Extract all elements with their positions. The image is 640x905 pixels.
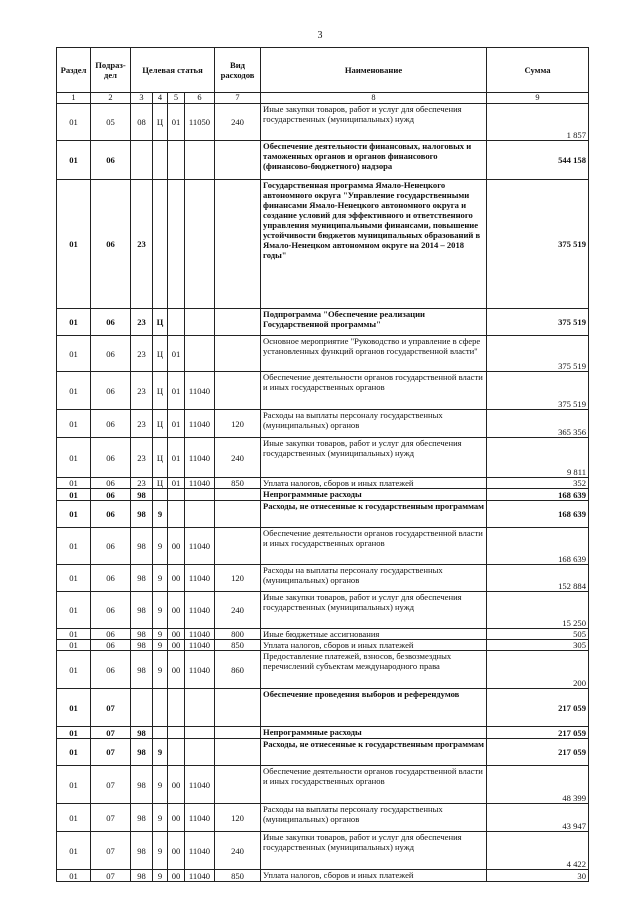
direction-cell: 11040 bbox=[185, 592, 215, 629]
section-cell: 01 bbox=[57, 104, 91, 141]
table-row bbox=[57, 489, 589, 501]
subprogram-cell bbox=[153, 689, 168, 727]
direction-cell: 11040 bbox=[185, 832, 215, 870]
name-cell: Уплата налогов, сборов и иных платежей bbox=[261, 640, 487, 651]
expense-type-cell: 240 bbox=[215, 592, 261, 629]
expense-type-cell: 120 bbox=[215, 410, 261, 438]
activity-cell: 01 bbox=[168, 438, 185, 478]
program-cell bbox=[131, 689, 153, 727]
name-cell: Расходы на выплаты персоналу государственных (муниципальных) органов bbox=[261, 410, 487, 438]
direction-cell: 11040 bbox=[185, 651, 215, 689]
amount-cell: 43 947 bbox=[487, 804, 589, 832]
amount-cell: 200 bbox=[487, 651, 589, 689]
name-cell: Государственная программа Ямало-Ненецкого автономного округа "Управление государственными финансами Ямало-Ненецкого автономного округа и создание условий для эффективного и ответственного управления муниципальными финансами, повышение устойчивости бюджетов муниципальных образований в Ямало-Ненецком автономном округе на 2014 – 2018 годы" bbox=[261, 180, 487, 309]
activity-cell: 00 bbox=[168, 592, 185, 629]
program-cell: 23 bbox=[131, 410, 153, 438]
section-cell: 01 bbox=[57, 141, 91, 180]
expense-type-cell bbox=[215, 689, 261, 727]
expense-type-cell: 120 bbox=[215, 804, 261, 832]
program-cell: 98 bbox=[131, 489, 153, 501]
section-cell: 01 bbox=[57, 309, 91, 336]
amount-cell: 365 356 bbox=[487, 410, 589, 438]
table-row bbox=[57, 766, 589, 804]
section-cell: 01 bbox=[57, 478, 91, 489]
direction-cell: 11040 bbox=[185, 804, 215, 832]
subprogram-cell: 9 bbox=[153, 565, 168, 592]
name-cell: Непрограммные расходы bbox=[261, 489, 487, 501]
expense-type-cell: 120 bbox=[215, 565, 261, 592]
program-cell: 98 bbox=[131, 501, 153, 528]
activity-cell: 00 bbox=[168, 766, 185, 804]
expense-type-cell: 850 bbox=[215, 640, 261, 651]
subsection-cell: 07 bbox=[91, 727, 131, 739]
program-cell: 98 bbox=[131, 565, 153, 592]
section-cell: 01 bbox=[57, 489, 91, 501]
direction-cell bbox=[185, 727, 215, 739]
program-cell: 23 bbox=[131, 438, 153, 478]
name-cell: Расходы на выплаты персоналу государственных (муниципальных) органов bbox=[261, 565, 487, 592]
activity-cell: 00 bbox=[168, 629, 185, 640]
subprogram-cell: 9 bbox=[153, 832, 168, 870]
activity-cell bbox=[168, 309, 185, 336]
name-cell: Иные закупки товаров, работ и услуг для обеспечения государственных (муниципальных) нужд bbox=[261, 832, 487, 870]
subprogram-cell: 9 bbox=[153, 640, 168, 651]
table-row bbox=[57, 180, 589, 309]
direction-cell: 11040 bbox=[185, 528, 215, 565]
direction-cell bbox=[185, 309, 215, 336]
subprogram-cell: 9 bbox=[153, 629, 168, 640]
amount-cell: 48 399 bbox=[487, 766, 589, 804]
subsection-cell: 07 bbox=[91, 739, 131, 766]
activity-cell bbox=[168, 689, 185, 727]
activity-cell: 01 bbox=[168, 478, 185, 489]
subprogram-cell: Ц bbox=[153, 309, 168, 336]
column-number: 1 bbox=[57, 93, 91, 104]
table-row bbox=[57, 478, 589, 489]
amount-cell: 15 250 bbox=[487, 592, 589, 629]
subprogram-cell bbox=[153, 727, 168, 739]
direction-cell: 11050 bbox=[185, 104, 215, 141]
program-cell: 98 bbox=[131, 640, 153, 651]
activity-cell: 00 bbox=[168, 651, 185, 689]
table-row bbox=[57, 410, 589, 438]
program-cell: 98 bbox=[131, 804, 153, 832]
direction-cell: 11040 bbox=[185, 629, 215, 640]
activity-cell: 00 bbox=[168, 804, 185, 832]
expense-type-cell bbox=[215, 766, 261, 804]
subprogram-cell: Ц bbox=[153, 478, 168, 489]
table-row bbox=[57, 372, 589, 410]
subprogram-cell: Ц bbox=[153, 104, 168, 141]
table-row bbox=[57, 592, 589, 629]
subsection-cell: 07 bbox=[91, 804, 131, 832]
table-row bbox=[57, 804, 589, 832]
program-cell: 08 bbox=[131, 104, 153, 141]
page-number: 3 bbox=[317, 30, 323, 41]
program-cell: 23 bbox=[131, 309, 153, 336]
section-cell: 01 bbox=[57, 410, 91, 438]
activity-cell bbox=[168, 489, 185, 501]
subsection-cell: 06 bbox=[91, 438, 131, 478]
direction-cell: 11040 bbox=[185, 478, 215, 489]
direction-cell bbox=[185, 501, 215, 528]
name-cell: Иные закупки товаров, работ и услуг для обеспечения государственных (муниципальных) нужд bbox=[261, 592, 487, 629]
subsection-cell: 07 bbox=[91, 870, 131, 882]
column-number: 6 bbox=[185, 93, 215, 104]
subprogram-cell: 9 bbox=[153, 804, 168, 832]
subsection-cell: 06 bbox=[91, 180, 131, 309]
amount-cell: 168 639 bbox=[487, 528, 589, 565]
section-cell: 01 bbox=[57, 640, 91, 651]
table-row bbox=[57, 565, 589, 592]
expense-type-cell: 850 bbox=[215, 870, 261, 882]
section-cell: 01 bbox=[57, 804, 91, 832]
subprogram-cell bbox=[153, 180, 168, 309]
amount-cell: 9 811 bbox=[487, 438, 589, 478]
expense-type-cell bbox=[215, 336, 261, 372]
subsection-cell: 06 bbox=[91, 141, 131, 180]
subsection-cell: 06 bbox=[91, 651, 131, 689]
direction-cell bbox=[185, 689, 215, 727]
amount-cell: 1 857 bbox=[487, 104, 589, 141]
program-cell: 98 bbox=[131, 727, 153, 739]
name-cell: Основное мероприятие "Руководство и управление в сфере установленных функций органов государственной власти" bbox=[261, 336, 487, 372]
expense-type-cell: 240 bbox=[215, 104, 261, 141]
subsection-cell: 05 bbox=[91, 104, 131, 141]
amount-cell: 375 519 bbox=[487, 309, 589, 336]
activity-cell bbox=[168, 739, 185, 766]
section-cell: 01 bbox=[57, 727, 91, 739]
activity-cell bbox=[168, 501, 185, 528]
budget-table bbox=[56, 47, 589, 882]
program-cell: 23 bbox=[131, 478, 153, 489]
header-amount: Сумма bbox=[487, 48, 589, 93]
section-cell: 01 bbox=[57, 528, 91, 565]
program-cell: 98 bbox=[131, 766, 153, 804]
subprogram-cell bbox=[153, 141, 168, 180]
amount-cell: 375 519 bbox=[487, 372, 589, 410]
activity-cell: 00 bbox=[168, 832, 185, 870]
column-number: 7 bbox=[215, 93, 261, 104]
table-row bbox=[57, 309, 589, 336]
activity-cell: 00 bbox=[168, 870, 185, 882]
table-row bbox=[57, 501, 589, 528]
activity-cell: 01 bbox=[168, 336, 185, 372]
name-cell: Обеспечение деятельности органов государственной власти и иных государственных органов bbox=[261, 766, 487, 804]
subsection-cell: 06 bbox=[91, 489, 131, 501]
name-cell: Расходы на выплаты персоналу государственных (муниципальных) органов bbox=[261, 804, 487, 832]
section-cell: 01 bbox=[57, 739, 91, 766]
table-row bbox=[57, 832, 589, 870]
subprogram-cell: 9 bbox=[153, 651, 168, 689]
subprogram-cell: Ц bbox=[153, 438, 168, 478]
expense-type-cell bbox=[215, 727, 261, 739]
expense-type-cell: 850 bbox=[215, 478, 261, 489]
direction-cell bbox=[185, 739, 215, 766]
header-subsection: Подраз-дел bbox=[91, 48, 131, 93]
name-cell: Расходы, не отнесенные к государственным программам bbox=[261, 501, 487, 528]
table-row bbox=[57, 651, 589, 689]
direction-cell bbox=[185, 336, 215, 372]
subsection-cell: 07 bbox=[91, 832, 131, 870]
header-expense-type: Вид расходов bbox=[215, 48, 261, 93]
name-cell: Уплата налогов, сборов и иных платежей bbox=[261, 870, 487, 882]
direction-cell bbox=[185, 180, 215, 309]
table-row bbox=[57, 141, 589, 180]
expense-type-cell bbox=[215, 489, 261, 501]
name-cell: Непрограммные расходы bbox=[261, 727, 487, 739]
program-cell: 98 bbox=[131, 739, 153, 766]
program-cell: 98 bbox=[131, 832, 153, 870]
section-cell: 01 bbox=[57, 565, 91, 592]
header-section: Раздел bbox=[57, 48, 91, 93]
name-cell: Обеспечение деятельности органов государственной власти и иных государственных органов bbox=[261, 372, 487, 410]
amount-cell: 505 bbox=[487, 629, 589, 640]
subsection-cell: 07 bbox=[91, 689, 131, 727]
table-row bbox=[57, 629, 589, 640]
name-cell: Обеспечение деятельности финансовых, налоговых и таможенных органов и органов финансового (финансово-бюджетного) надзора bbox=[261, 141, 487, 180]
name-cell: Иные закупки товаров, работ и услуг для обеспечения государственных (муниципальных) нужд bbox=[261, 438, 487, 478]
expense-type-cell: 240 bbox=[215, 438, 261, 478]
subsection-cell: 06 bbox=[91, 565, 131, 592]
section-cell: 01 bbox=[57, 870, 91, 882]
program-cell: 98 bbox=[131, 629, 153, 640]
activity-cell: 01 bbox=[168, 372, 185, 410]
table-row bbox=[57, 528, 589, 565]
subprogram-cell: 9 bbox=[153, 528, 168, 565]
direction-cell: 11040 bbox=[185, 410, 215, 438]
activity-cell bbox=[168, 727, 185, 739]
section-cell: 01 bbox=[57, 372, 91, 410]
subprogram-cell: 9 bbox=[153, 592, 168, 629]
activity-cell: 01 bbox=[168, 410, 185, 438]
amount-cell: 544 158 bbox=[487, 141, 589, 180]
section-cell: 01 bbox=[57, 180, 91, 309]
amount-cell: 168 639 bbox=[487, 501, 589, 528]
subsection-cell: 07 bbox=[91, 766, 131, 804]
table-row bbox=[57, 438, 589, 478]
expense-type-cell: 860 bbox=[215, 651, 261, 689]
column-number: 9 bbox=[487, 93, 589, 104]
column-number-row bbox=[57, 93, 589, 104]
subprogram-cell: 9 bbox=[153, 739, 168, 766]
subsection-cell: 06 bbox=[91, 336, 131, 372]
section-cell: 01 bbox=[57, 651, 91, 689]
activity-cell bbox=[168, 141, 185, 180]
direction-cell bbox=[185, 141, 215, 180]
subprogram-cell: Ц bbox=[153, 336, 168, 372]
section-cell: 01 bbox=[57, 629, 91, 640]
amount-cell: 4 422 bbox=[487, 832, 589, 870]
program-cell bbox=[131, 141, 153, 180]
activity-cell: 01 bbox=[168, 104, 185, 141]
subsection-cell: 06 bbox=[91, 478, 131, 489]
section-cell: 01 bbox=[57, 689, 91, 727]
expense-type-cell: 240 bbox=[215, 832, 261, 870]
direction-cell: 11040 bbox=[185, 870, 215, 882]
subsection-cell: 06 bbox=[91, 410, 131, 438]
header-row bbox=[57, 48, 589, 93]
subprogram-cell: Ц bbox=[153, 410, 168, 438]
program-cell: 98 bbox=[131, 651, 153, 689]
name-cell: Предоставление платежей, взносов, безвозмездных перечислений субъектам международного права bbox=[261, 651, 487, 689]
expense-type-cell bbox=[215, 528, 261, 565]
subprogram-cell: 9 bbox=[153, 766, 168, 804]
amount-cell: 375 519 bbox=[487, 180, 589, 309]
name-cell: Обеспечение деятельности органов государственной власти и иных государственных органов bbox=[261, 528, 487, 565]
amount-cell: 168 639 bbox=[487, 489, 589, 501]
amount-cell: 352 bbox=[487, 478, 589, 489]
expense-type-cell bbox=[215, 180, 261, 309]
subsection-cell: 06 bbox=[91, 592, 131, 629]
table-row bbox=[57, 739, 589, 766]
amount-cell: 30 bbox=[487, 870, 589, 882]
expense-type-cell bbox=[215, 501, 261, 528]
name-cell: Иные бюджетные ассигнования bbox=[261, 629, 487, 640]
amount-cell: 152 884 bbox=[487, 565, 589, 592]
activity-cell: 00 bbox=[168, 640, 185, 651]
program-cell: 98 bbox=[131, 870, 153, 882]
subprogram-cell: 9 bbox=[153, 870, 168, 882]
expense-type-cell bbox=[215, 309, 261, 336]
amount-cell: 217 059 bbox=[487, 739, 589, 766]
subprogram-cell: Ц bbox=[153, 372, 168, 410]
name-cell: Подпрограмма "Обеспечение реализации Государственной программы" bbox=[261, 309, 487, 336]
subsection-cell: 06 bbox=[91, 528, 131, 565]
direction-cell: 11040 bbox=[185, 438, 215, 478]
subsection-cell: 06 bbox=[91, 501, 131, 528]
direction-cell bbox=[185, 489, 215, 501]
column-number: 2 bbox=[91, 93, 131, 104]
subsection-cell: 06 bbox=[91, 640, 131, 651]
amount-cell: 217 059 bbox=[487, 727, 589, 739]
section-cell: 01 bbox=[57, 832, 91, 870]
direction-cell: 11040 bbox=[185, 766, 215, 804]
table-row bbox=[57, 689, 589, 727]
subsection-cell: 06 bbox=[91, 372, 131, 410]
program-cell: 98 bbox=[131, 528, 153, 565]
subsection-cell: 06 bbox=[91, 309, 131, 336]
section-cell: 01 bbox=[57, 766, 91, 804]
activity-cell: 00 bbox=[168, 565, 185, 592]
subprogram-cell: 9 bbox=[153, 501, 168, 528]
program-cell: 23 bbox=[131, 372, 153, 410]
section-cell: 01 bbox=[57, 438, 91, 478]
direction-cell: 11040 bbox=[185, 372, 215, 410]
table-row bbox=[57, 870, 589, 882]
direction-cell: 11040 bbox=[185, 640, 215, 651]
expense-type-cell bbox=[215, 739, 261, 766]
direction-cell: 11040 bbox=[185, 565, 215, 592]
column-number: 8 bbox=[261, 93, 487, 104]
activity-cell bbox=[168, 180, 185, 309]
subprogram-cell bbox=[153, 489, 168, 501]
table-row bbox=[57, 727, 589, 739]
name-cell: Обеспечение проведения выборов и референдумов bbox=[261, 689, 487, 727]
program-cell: 23 bbox=[131, 336, 153, 372]
column-number: 3 bbox=[131, 93, 153, 104]
activity-cell: 00 bbox=[168, 528, 185, 565]
header-target-article: Целевая статья bbox=[131, 48, 215, 93]
amount-cell: 305 bbox=[487, 640, 589, 651]
section-cell: 01 bbox=[57, 336, 91, 372]
table-row bbox=[57, 640, 589, 651]
subsection-cell: 06 bbox=[91, 629, 131, 640]
section-cell: 01 bbox=[57, 501, 91, 528]
table-row bbox=[57, 104, 589, 141]
name-cell: Расходы, не отнесенные к государственным программам bbox=[261, 739, 487, 766]
amount-cell: 217 059 bbox=[487, 689, 589, 727]
program-cell: 98 bbox=[131, 592, 153, 629]
amount-cell: 375 519 bbox=[487, 336, 589, 372]
section-cell: 01 bbox=[57, 592, 91, 629]
name-cell: Уплата налогов, сборов и иных платежей bbox=[261, 478, 487, 489]
column-number: 4 bbox=[153, 93, 168, 104]
header-name: Наименование bbox=[261, 48, 487, 93]
table-row bbox=[57, 336, 589, 372]
expense-type-cell bbox=[215, 141, 261, 180]
expense-type-cell bbox=[215, 372, 261, 410]
name-cell: Иные закупки товаров, работ и услуг для обеспечения государственных (муниципальных) нужд bbox=[261, 104, 487, 141]
column-number: 5 bbox=[168, 93, 185, 104]
program-cell: 23 bbox=[131, 180, 153, 309]
expense-type-cell: 800 bbox=[215, 629, 261, 640]
